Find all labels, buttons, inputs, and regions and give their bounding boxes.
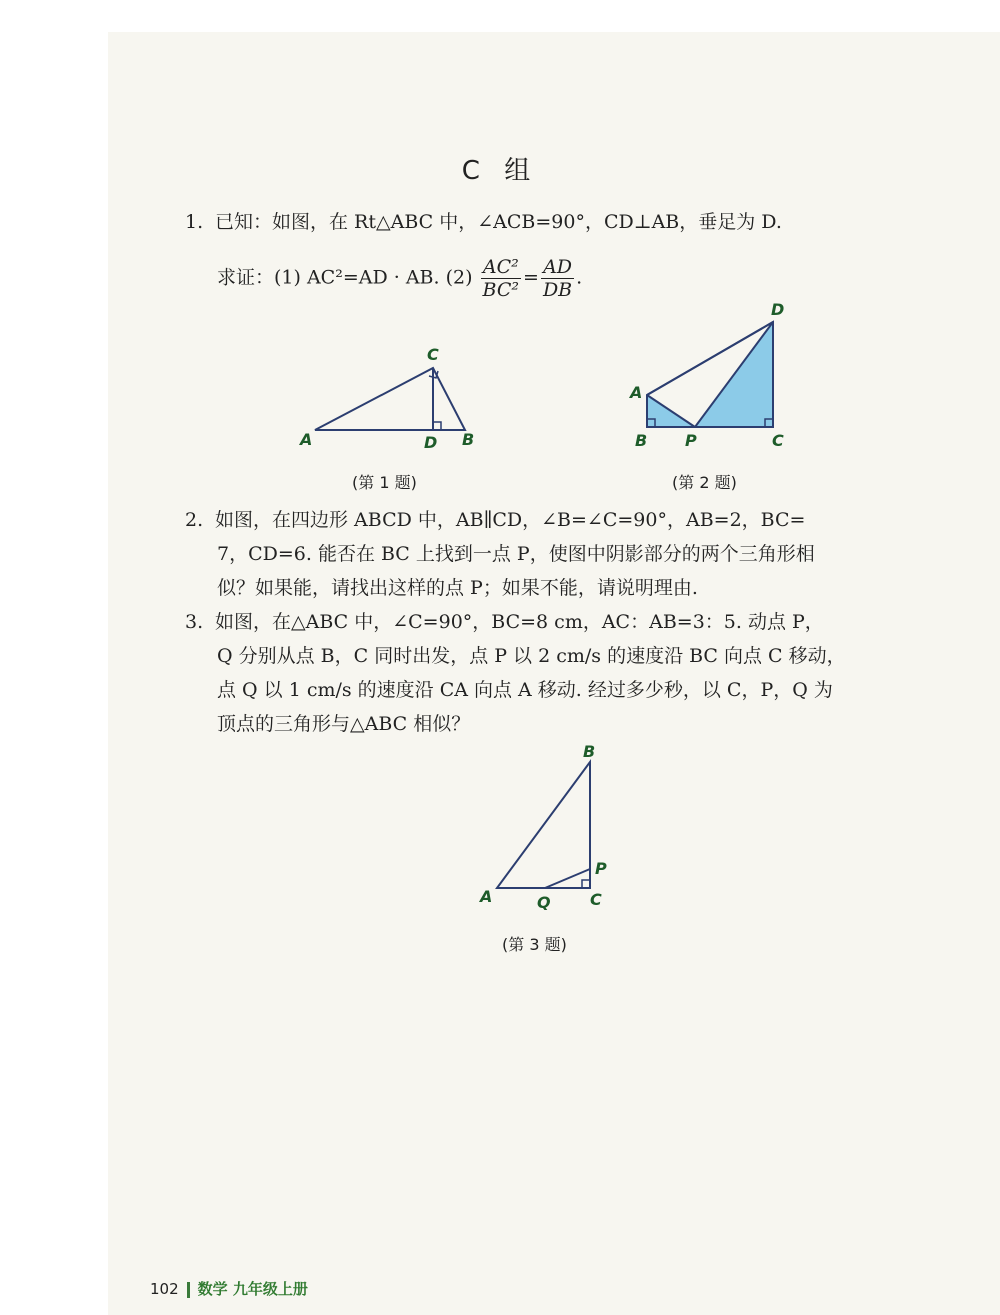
label-c: C	[590, 890, 602, 909]
fraction-ac2-bc2	[481, 256, 521, 301]
label-b: B	[583, 742, 596, 761]
page-number: 102	[150, 1280, 179, 1298]
label-c: C	[772, 431, 784, 450]
problem-3-line-2: Q 分别从点 B，C 同时出发，点 P 以 2 cm/s 的速度沿 BC 向点 C 移动，	[217, 645, 846, 667]
label-p: P	[685, 431, 697, 450]
fraction-numerator: AD	[541, 256, 574, 279]
figure-3	[470, 740, 620, 915]
label-q: Q	[537, 893, 551, 912]
problem-1-line-1	[185, 210, 782, 234]
footer-divider	[187, 1282, 190, 1298]
problem-1-line-2: 求证：(1) AC²=AD · AB. (2) $\frac{\text{AC²}}{\text{BC²}}$ = $\frac{AD}{DB}$ .	[217, 256, 583, 301]
right-angle-mark	[433, 422, 441, 430]
problem-3-text: 如图，在△ABC 中，∠C=90°，BC=8 cm，AC：AB=3：5. 动点 P，	[215, 611, 824, 633]
figure-2-caption: (第 2 题)	[672, 473, 737, 492]
figure-2	[625, 300, 800, 450]
figure-3-caption: (第 3 题)	[502, 935, 567, 954]
problem-3-line-1	[185, 610, 824, 634]
problem-number: 3.	[185, 611, 204, 633]
fraction-ad-db	[541, 256, 574, 301]
problem-2-text: 如图，在四边形 ABCD 中，AB∥CD，∠B=∠C=90°，AB=2，BC=	[215, 509, 806, 531]
problem-3-line-3: 点 Q 以 1 cm/s 的速度沿 CA 向点 A 移动. 经过多少秒，以 C，P，Q 为	[217, 679, 833, 701]
problem-2-line-1	[185, 508, 805, 532]
segment-pq	[545, 869, 590, 888]
label-a: A	[300, 430, 313, 449]
problem-3-line-4: 顶点的三角形与△ABC 相似？	[217, 713, 471, 735]
fraction-denominator: DB	[542, 279, 573, 301]
label-b: B	[635, 431, 648, 450]
label-p: P	[595, 859, 607, 878]
triangle-abc	[497, 762, 590, 888]
fraction-numerator: AC²	[481, 256, 521, 279]
figure-1-caption: (第 1 题)	[352, 473, 417, 492]
problem-number: 1.	[185, 211, 204, 233]
right-angle-mark-c	[582, 880, 590, 888]
label-b: B	[462, 430, 475, 449]
problem-2-line-2: 7，CD=6. 能否在 BC 上找到一点 P，使图中阴影部分的两个三角形相	[217, 543, 815, 565]
triangle-abc	[315, 368, 465, 430]
fraction-tail: .	[576, 266, 583, 289]
problem-1-text: 已知：如图，在 Rt△ABC 中，∠ACB=90°，CD⊥AB，垂足为 D.	[215, 211, 782, 233]
label-d: D	[771, 300, 785, 319]
page-footer	[150, 1278, 308, 1299]
label-c: C	[427, 345, 439, 364]
section-heading: C 组	[461, 156, 539, 186]
label-d: D	[424, 433, 438, 452]
label-a: A	[630, 383, 643, 402]
book-title: 数学 九年级上册	[197, 1280, 308, 1298]
label-a: A	[480, 887, 493, 906]
problem-number: 2.	[185, 509, 204, 531]
fraction-denominator: BC²	[482, 279, 520, 301]
problem-1-proof-text: 求证：(1) AC²=AD · AB. (2)	[217, 266, 473, 289]
figure-1	[290, 345, 490, 455]
problem-2-line-3: 似？如果能，请找出这样的点 P；如果不能，请说明理由.	[217, 577, 698, 599]
